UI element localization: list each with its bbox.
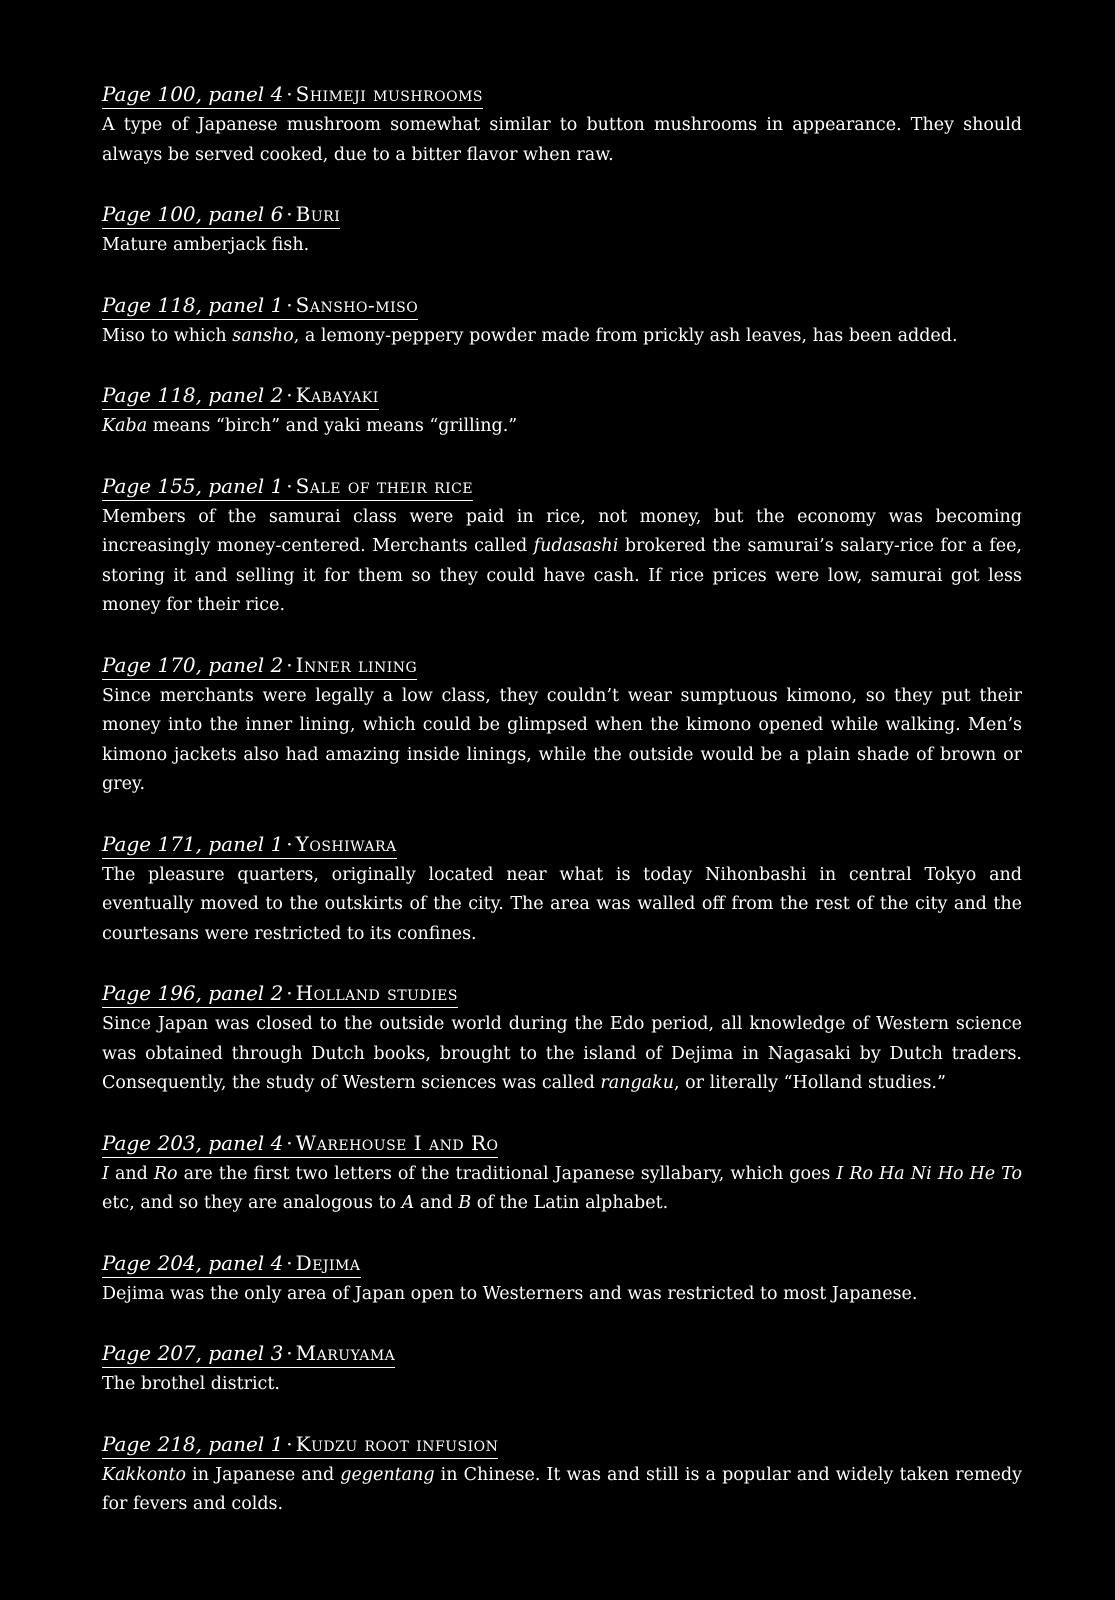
- note-heading: [102, 474, 473, 501]
- note-heading: [102, 82, 483, 109]
- entry-spacer: [102, 442, 1022, 474]
- note-body-text: Miso to which: [102, 325, 233, 346]
- note-body-italic-term: sansho: [232, 325, 294, 346]
- note-body-text: etc, and so they are analogous to: [102, 1193, 402, 1213]
- page-panel-reference: Page 207, panel 3: [102, 1341, 284, 1365]
- note-heading: [102, 1131, 498, 1158]
- note-term: Sale of their rice: [295, 473, 474, 498]
- note-term: Kudzu root infusion: [295, 1431, 499, 1456]
- note-body-italic-term: Kakkonto: [102, 1464, 187, 1485]
- note-body-text: of the Latin alphabet.: [471, 1193, 669, 1213]
- heading-separator: ·: [286, 831, 293, 856]
- note-entry: [102, 1432, 1022, 1520]
- page-panel-reference: Page 118, panel 2: [102, 383, 284, 407]
- note-body-italic-term: fudasashi: [533, 536, 619, 556]
- note-body: [102, 412, 1022, 442]
- note-body-text: The pleasure quarters, originally located near what is today Nihonbashi in central Tokyo and eventually moved to the outskirts of the city. The area was walled off from the rest of the city and the courtesans were restricted to its confines.: [102, 864, 1022, 944]
- heading-separator: ·: [286, 292, 293, 317]
- note-body-text: brokered the samurai’s salary-rice for a fee, storing it and selling it for them so they could have cash. If rice prices were low, samurai got less money for their rice.: [102, 536, 1022, 615]
- note-heading: [102, 293, 418, 320]
- note-entry: [102, 981, 1022, 1099]
- note-entry: [102, 82, 1022, 170]
- note-heading: [102, 383, 379, 410]
- note-term: Yoshiwara: [295, 831, 397, 856]
- note-body-text: and: [108, 1163, 154, 1184]
- page-panel-reference: Page 204, panel 4: [102, 1250, 284, 1275]
- note-body-text: The brothel district.: [102, 1374, 280, 1394]
- page-panel-reference: Page 170, panel 2: [102, 652, 284, 677]
- note-term: Buri: [295, 202, 341, 226]
- note-entry: [102, 1131, 1022, 1219]
- note-body: [102, 322, 1022, 352]
- entry-spacer: [102, 170, 1022, 202]
- note-body-text: , or literally “Holland studies.”: [673, 1073, 946, 1093]
- note-entry: [102, 383, 1022, 442]
- note-body-text: Since Japan was closed to the outside world during the Edo period, all knowledge of Western science was obtained through Dutch books, brought to the island of Dejima in Nagasaki by Dutch traders. Consequently, the study of Western sciences was called: [102, 1014, 1022, 1093]
- note-entry: [102, 293, 1022, 352]
- entry-spacer: [102, 1400, 1022, 1432]
- note-heading: [102, 202, 340, 229]
- note-body-text: A type of Japanese mushroom somewhat similar to button mushrooms in appearance. They should always be served cooked, due to a bitter flavor when raw.: [102, 115, 1022, 165]
- note-term: Dejima: [295, 1250, 361, 1275]
- heading-separator: ·: [286, 1250, 293, 1275]
- note-body-italic-term: rangaku: [600, 1073, 674, 1093]
- entry-spacer: [102, 621, 1022, 653]
- heading-separator: ·: [286, 383, 293, 407]
- entry-spacer: [102, 800, 1022, 832]
- heading-separator: ·: [286, 652, 293, 677]
- note-entry: [102, 1251, 1022, 1310]
- note-body-italic-term: A: [401, 1193, 415, 1213]
- note-body: [102, 1010, 1022, 1099]
- heading-separator: ·: [286, 1130, 293, 1155]
- note-body-text: Dejima was the only area of Japan open to Westerners and was restricted to most Japanese.: [102, 1283, 918, 1304]
- note-body: [102, 503, 1022, 621]
- note-body-italic-term: Kaba: [102, 416, 148, 436]
- note-term: Kabayaki: [295, 383, 379, 407]
- entry-spacer: [102, 1219, 1022, 1251]
- note-term: Holland studies: [295, 981, 458, 1005]
- note-body-text: , a lemony-peppery powder made from prickly ash leaves, has been added.: [293, 325, 958, 346]
- note-term: Warehouse I and Ro: [295, 1130, 499, 1155]
- note-body: [102, 1280, 1022, 1310]
- note-body: [102, 682, 1022, 800]
- note-body-text: means “birch” and yaki means “grilling.”: [147, 416, 518, 436]
- note-term: Maruyama: [295, 1341, 396, 1365]
- heading-separator: ·: [286, 981, 293, 1005]
- note-body: [102, 1370, 1022, 1400]
- note-body-italic-term: Ro: [153, 1163, 178, 1184]
- heading-separator: ·: [286, 202, 293, 226]
- note-body-text: Mature amberjack fish.: [102, 235, 310, 255]
- note-entry: [102, 1341, 1022, 1400]
- entry-spacer: [102, 1309, 1022, 1341]
- page-panel-reference: Page 100, panel 4: [102, 82, 284, 106]
- note-body: [102, 861, 1022, 950]
- note-entry: [102, 653, 1022, 800]
- note-body-text: and: [414, 1193, 459, 1213]
- page-panel-reference: Page 155, panel 1: [102, 473, 284, 498]
- heading-separator: ·: [286, 1431, 293, 1456]
- note-entry: [102, 202, 1022, 261]
- note-body-text: in Japanese and: [186, 1464, 341, 1485]
- note-body-text: in Chinese. It was and still is a popular and widely taken remedy for fevers and colds.: [102, 1464, 1022, 1514]
- entry-spacer: [102, 949, 1022, 981]
- note-body: [102, 111, 1022, 170]
- note-heading: [102, 832, 397, 859]
- page-panel-reference: Page 218, panel 1: [102, 1431, 284, 1456]
- entry-spacer: [102, 351, 1022, 383]
- note-term: Inner lining: [295, 652, 418, 677]
- translation-notes-list: [102, 82, 1022, 1520]
- heading-separator: ·: [286, 1341, 293, 1365]
- page-panel-reference: Page 203, panel 4: [102, 1130, 284, 1155]
- note-body: [102, 1461, 1022, 1520]
- note-heading: [102, 1432, 498, 1459]
- note-term: Sansho-miso: [295, 292, 419, 317]
- entry-spacer: [102, 1099, 1022, 1131]
- page-panel-reference: Page 171, panel 1: [102, 831, 284, 856]
- note-entry: [102, 474, 1022, 621]
- note-body-text: are the first two letters of the traditional Japanese syllabary, which goes: [177, 1163, 837, 1184]
- note-heading: [102, 981, 458, 1008]
- page-panel-reference: Page 196, panel 2: [102, 981, 284, 1005]
- note-body-text: Members of the samurai class were paid in rice, not money, but the economy was becoming increasingly money-centered. Merchants called: [102, 506, 1022, 556]
- note-heading: [102, 653, 417, 680]
- note-body-italic-term: I Ro Ha Ni Ho He To: [836, 1163, 1022, 1184]
- page-panel-reference: Page 100, panel 6: [102, 202, 284, 226]
- note-term: Shimeji mushrooms: [295, 82, 484, 106]
- page-panel-reference: Page 118, panel 1: [102, 292, 284, 317]
- heading-separator: ·: [286, 473, 293, 498]
- note-body-italic-term: I: [102, 1163, 109, 1184]
- note-body: [102, 231, 1022, 261]
- entry-spacer: [102, 261, 1022, 293]
- note-body-italic-term: B: [458, 1193, 472, 1213]
- note-body-italic-term: gegentang: [340, 1464, 435, 1485]
- note-entry: [102, 832, 1022, 950]
- heading-separator: ·: [286, 82, 293, 106]
- note-body-text: Since merchants were legally a low class, they couldn’t wear sumptuous kimono, so they put their money into the inner lining, which could be glimpsed when the kimono opened while walking. Men’s kimono jackets also had amazing inside linings, while the outside would be a plain shade of brown or grey.: [102, 685, 1022, 794]
- note-heading: [102, 1251, 361, 1278]
- note-body: [102, 1160, 1022, 1219]
- note-heading: [102, 1341, 395, 1368]
